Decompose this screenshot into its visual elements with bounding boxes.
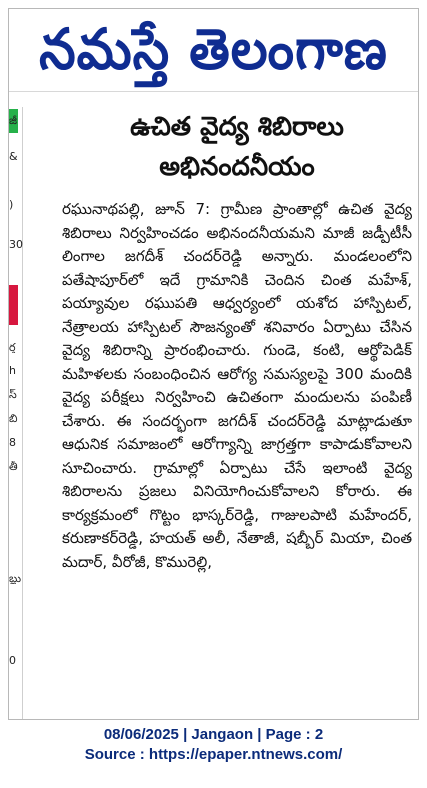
adjacent-fragment: తీ xyxy=(9,461,18,472)
footer-date-edition-page: 08/06/2025 | Jangaon | Page : 2 xyxy=(103,726,324,743)
adjacent-fragment: ) xyxy=(9,199,14,210)
masthead-logo: నమస్తే తెలంగాణ xyxy=(39,16,388,83)
footer-source-link[interactable]: Source : https://epaper.ntnews.com/ xyxy=(84,746,343,763)
masthead xyxy=(9,9,418,92)
article xyxy=(62,107,412,574)
adjacent-fragment: 0 xyxy=(9,655,16,666)
adjacent-fragment: జీ xyxy=(9,115,18,126)
adjacent-fragment: & xyxy=(9,151,18,162)
adjacent-fragment: h xyxy=(9,365,16,376)
article-body: రఘునాథపల్లి, జూన్ 7: గ్రామీణ ప్రాంతాల్లో ఉచిత వైద్య శిబిరాలు నిర్వహించడం అభినందనీయమని మాజీ జడ్పీటీసీ లింగాల జగదీశ్ చందర్‌రెడ్డి అన్నారు. మండలంలోని పతేషాపూర్‌లో ఇదే గ్రామానికి చెందిన చింత మహేశ్, పయ్యావుల రఘుపతి ఆధ్వర్యంలో యశోద హాస్పిటల్, నేత్రాలయ హాస్పిటల్ సౌజన్యంతో శనివారం ఏర్పాటు చేసిన వైద్య శిబిరాన్ని ప్రారంభించారు. గుండె, కంటి, ఆర్థోపెడిక్ మహిళలకు సంబంధించిన ఆరోగ్య సమస్యలపై 300 మందికి వైద్య పరీక్షలు నిర్వహించి ఉచితంగా మందులను పంపిణీ చేశారు. ఈ సందర్భంగా జగదీశ్ చందర్‌రెడ్డి మాట్లాడుతూ ఆధునిక సమాజంలో ఆరోగ్యాన్ని జాగ్రత్తగా కాపాడుకోవాలని సూచించారు. గ్రామాల్లో ఏర్పాటు చేసే ఇలాంటి వైద్య శిబిరాలను ప్రజలు వినియోగించుకోవాలని కోరారు. ఈ కార్యక్రమంలో గొట్టం భాస్కర్‌రెడ్డి, గాజులపాటి మహేందర్, కరుణాకర్‌రెడ్డి, హయత్ అలీ, నేతాజీ, షబ్బీర్ మియా, చింత మదార్, వీరోజీ, కొమురెల్లి, xyxy=(62,200,412,571)
headline-line-2: అభినందనీయం xyxy=(159,152,315,182)
red-block xyxy=(9,285,18,325)
source-footer xyxy=(0,725,427,765)
adjacent-fragment: 8 xyxy=(9,437,16,448)
newspaper-clipping xyxy=(8,8,419,720)
adjacent-fragment: బి xyxy=(9,413,18,424)
headline-line-1: ఉచిత వైద్య శిబిరాలు xyxy=(130,112,344,142)
article-headline xyxy=(62,107,412,187)
adjacent-column-strip xyxy=(9,107,23,719)
adjacent-fragment: బ్లు xyxy=(9,573,22,584)
adjacent-fragment: స్ xyxy=(9,389,17,400)
adjacent-fragment: 30 xyxy=(9,239,23,250)
adjacent-fragment: ర్త xyxy=(9,342,16,353)
